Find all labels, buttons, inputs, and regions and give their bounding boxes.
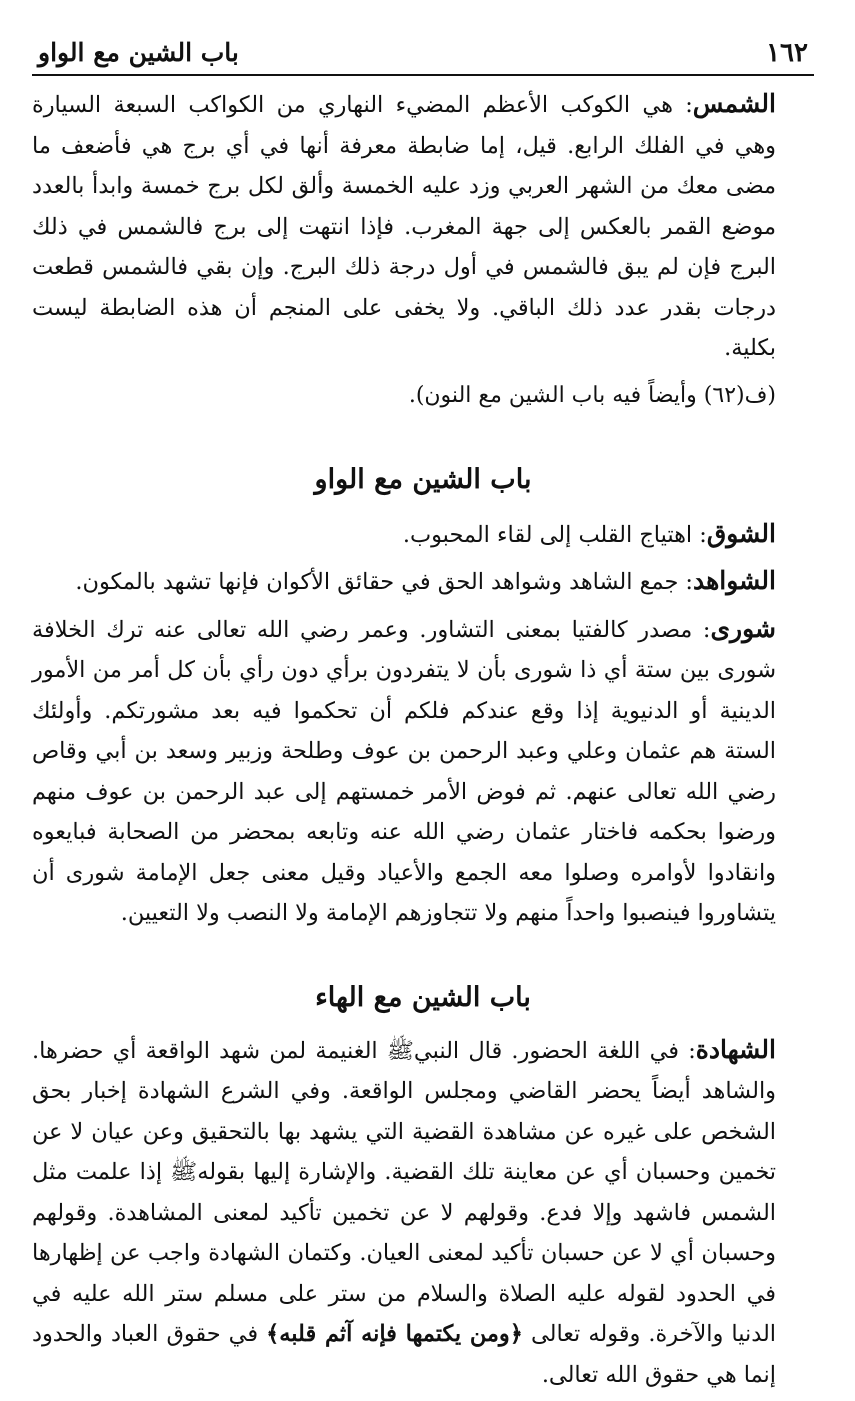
- entry-definition-end: في حقوق العباد والحدود إنما هي حقوق الله تعالى.: [32, 1321, 776, 1388]
- entry-shawahid: [32, 561, 814, 603]
- entry-term: الشواهد: [692, 566, 776, 595]
- quran-quote: ﴿ومن يكتمها فإنه آثم قلبه﴾: [266, 1321, 523, 1347]
- entry-shams: [32, 84, 814, 369]
- page-number: ١٦٢: [766, 38, 808, 68]
- entry-shahada: [32, 1030, 814, 1396]
- entry-term: الشوق: [706, 518, 776, 548]
- cross-reference-note: (ف(٦٢) وأيضاً فيه باب الشين مع النون).: [408, 382, 776, 408]
- entry-term: الشمس: [692, 89, 776, 118]
- entry-shura: [32, 609, 814, 934]
- entry-definition: : مصدر كالفتيا بمعنى التشاور. وعمر رضي الله تعالى عنه ترك الخلافة شورى بين ستة أي ذا شورى بأن لا يتفردون برأي دون رأي بأن كل أمر من الأمور الدينية أو الدنيوية إذا وقع عندكم فلكم أن تحكموا فيه بعد مشورتكم. وأولئك الستة هم عثمان وعلي وعبد الرحمن بن عوف وطلحة وزبير وسعد بن أبي وقاص رضي الله تعالى عنهم. ثم فوض الأمر خمستهم إلى عبد الرحمن بن عوف منهم ورضوا بحكمه فاختار عثمان رضي الله عنه وتابعه بمحضر من الصحابة فبايعوه وانقادوا لأوامره وصلوا معه الجمع والأعياد وقيل معنى جعل الإمامة شورى أن يتشاوروا فينصبوا واحداً منهم ولا تتجاوزهم الإمامة ولا النصب ولا التعيين.: [32, 616, 776, 926]
- entry-term: الشهادة: [695, 1034, 776, 1064]
- entry-shawq: [32, 514, 814, 556]
- entry-definition: : هي الكوكب الأعظم المضيء النهاري من الكواكب السبعة السيارة وهي في الفلك الرابع. قيل، إما ضابطة معرفة أنها في أي برج هي فأضعف ما مضى معك من الشهر العربي وزد عليه الخمسة وألق لكل برج خمسة وابدأ بالعدد موضع القمر بالعكس إلى جهة المغرب. فإذا انتهت إلى برج فالشمس في ذلك البرج فإن لم يبق فالشمس في أول درجة ذلك البرج. وإن بقي فالشمس قطعت درجات بقدر عدد ذلك الباقي. ولا يخفى على المنجم أن هذه الضابطة ليست بكلية.: [32, 92, 776, 361]
- running-header: [32, 36, 814, 76]
- entry-definition: : اهتياج القلب إلى لقاء المحبوب.: [402, 521, 707, 548]
- book-page: [32, 36, 814, 1401]
- entry-definition: : جمع الشاهد وشواهد الحق في حقائق الأكوان فإنها تشهد بالمكون.: [75, 569, 693, 595]
- running-title: باب الشين مع الواو: [38, 38, 239, 67]
- section-heading: باب الشين مع الهاء: [315, 981, 531, 1013]
- entry-term: شورى: [710, 613, 776, 643]
- entry-definition: : في اللغة الحضور. قال النبيﷺ الغنيمة لمن شهد الواقعة أي حضرها. والشاهد أيضاً يحضر القاضي ومجلس الواقعة. وفي الشرع الشهادة إخبار بحق الشخص على غيره عن مشاهدة القضية التي يشهد بها بالتحقيق وعن عيان لا عن تخمين وحسبان أي عن معاينة تلك القضية. والإشارة إليها بقولهﷺ إذا علمت مثل الشمس فاشهد وإلا فدع. وقولهم لا عن تخمين تأكيد لمعنى المشاهدة. وقولهم وحسبان أي لا عن حسبان تأكيد لمعنى العيان. وكتمان الشهادة واجب عن إظهارها في الحدود لقوله عليه الصلاة والسلام من ستر على مسلم ستر الله عليه في الدنيا والآخرة. وقوله تعالى: [32, 1037, 776, 1347]
- section-heading: باب الشين مع الواو: [314, 463, 532, 495]
